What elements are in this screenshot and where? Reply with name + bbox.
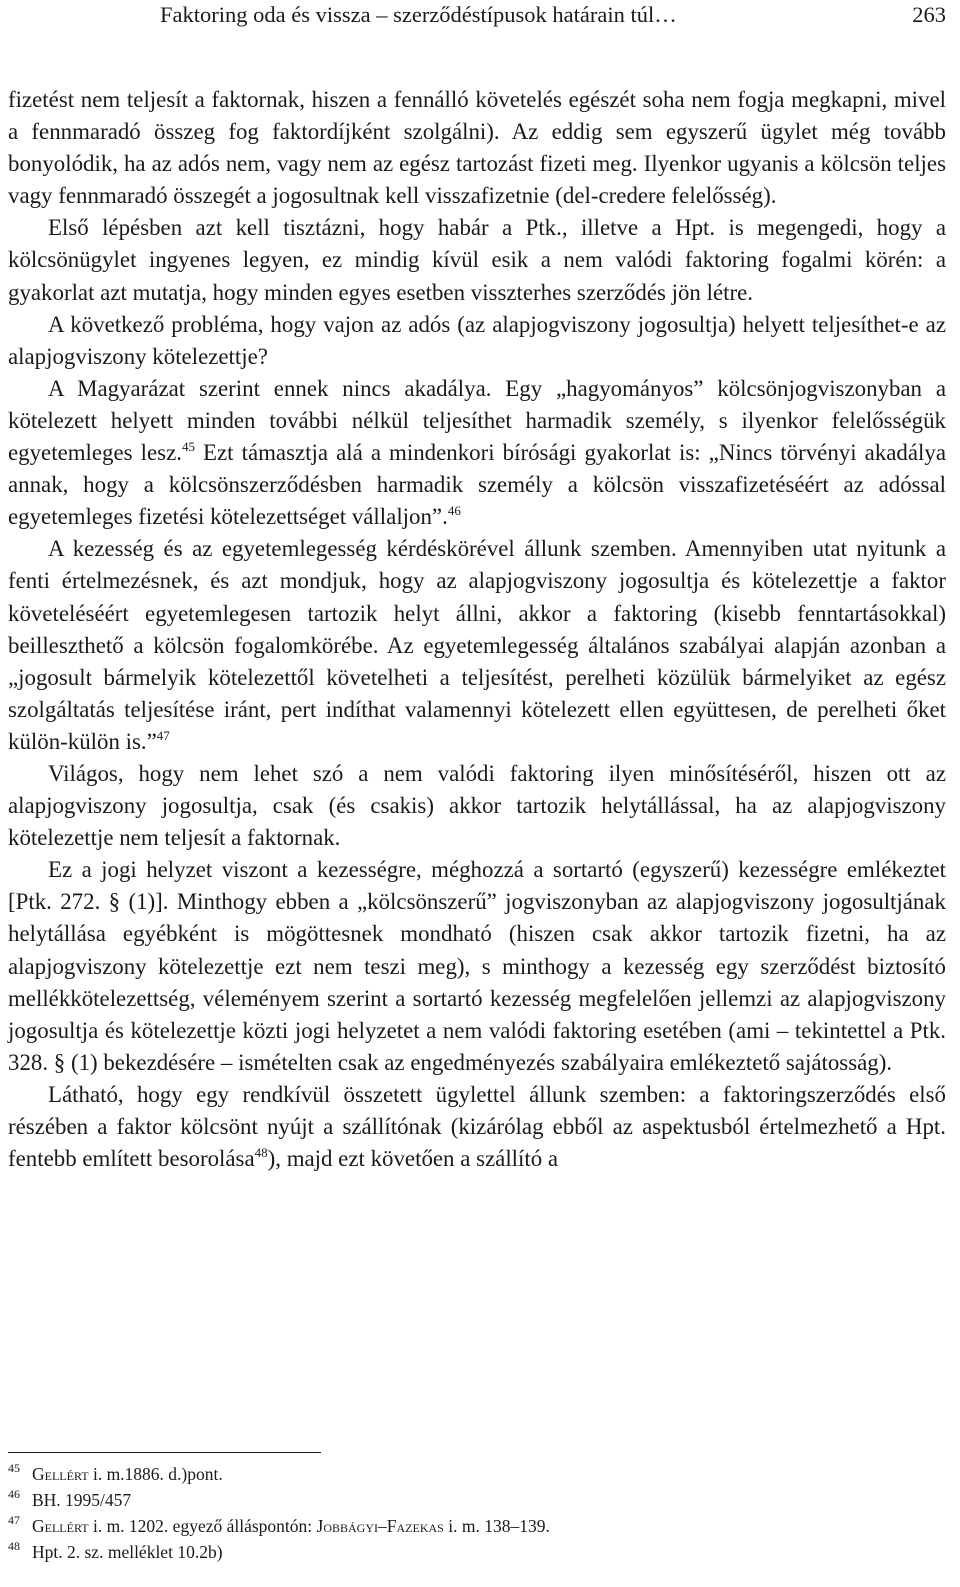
footnote-number: 45 <box>8 1461 20 1475</box>
author-name: Gellért <box>32 1516 89 1537</box>
paragraph <box>8 533 946 758</box>
author-name: Fazekas <box>386 1516 444 1537</box>
paragraph <box>8 212 946 308</box>
footnote-ref: 45 <box>181 439 195 455</box>
footnote-ref: 48 <box>254 1145 268 1161</box>
paragraph <box>8 758 946 854</box>
text-run: – <box>378 1516 387 1537</box>
text-run: A kezesség és az egyetemlegesség kérdéskörével állunk szemben. Amennyiben utat nyitunk a fenti értelmezésnek, és azt mondjuk, hogy az alapjogviszony jogosultja és kötelezettje a faktor követeléséért egyetemlegesen tartozik helyt állni, akkor a faktoring (kisebb fenntartásokkal) beilleszthető a kölcsön fogalomkörébe. Az egyetemlegesség általános szabályai alapján azonban a „jogosult bármelyik kötelezettől követelheti a teljesítést, perelheti közülük bármelyiket az egész szolgáltatás teljesítése iránt, pert indíthat valamennyi kötelezett ellen együttesen, de perelheti őket külön-külön is.” <box>8 536 946 754</box>
text-run: Látható, hogy egy rendkívül összetett ügylettel állunk szemben: a faktoringszerződés első részében a faktor kölcsönt nyújt a szállítónak (kizárólag ebből az aspektusból értelmezhető a Hpt. fentebb említett besorolása <box>8 1081 946 1172</box>
running-title: Faktoring oda és vissza – szerződéstípusok határain túl… <box>160 2 677 27</box>
author-name: Gellért <box>32 1464 89 1484</box>
author-name: Jobbágyi <box>316 1516 379 1537</box>
text-run: i. m. 138–139. <box>443 1516 550 1537</box>
footnote-number: 48 <box>8 1539 20 1554</box>
text-run: fizetést nem teljesít a faktornak, hiszen a fennálló követelés egészét soha nem fogja megkapni, mivel a fennmaradó összeg fog faktordíjként szolgálni). Az eddig sem egyszerű ügylet még tovább bonyolódik, ha az adós nem, vagy nem az egész tartozást fizeti meg. Ilyenkor ugyanis a kölcsön teljes vagy fennmaradó összegét a jogosultnak kell visszafizetnie (del-credere felelősség). <box>8 87 946 209</box>
text-run: i. m. 1202. egyező álláspontón: <box>88 1516 317 1537</box>
footnote-rule <box>8 1452 321 1453</box>
text-run: i. m.1886. d.)pont. <box>88 1464 223 1484</box>
footnote-number: 46 <box>8 1487 20 1502</box>
text-run: Hpt. 2. sz. melléklet 10.2b) <box>32 1542 223 1563</box>
running-header <box>14 0 946 36</box>
text-run: Ez a jogi helyzet viszont a kezességre, méghozzá a sortartó (egyszerű) kezességre emlékeztet [Ptk. 272. § (1)]. Minthogy ebben a „kölcsönszerű” jogviszonyban az alapjogviszony jogosultjának helytállása egyébként is mögöttesnek mondható (hiszen csak akkor tartozik fizetni, ha az alapjogviszony kötelezettje ezt nem teszi meg), s minthogy a kezesség egy szerződést biztosító mellékkötelezettség, véleményem szerint a sortartó kezesség megfelelően jellemzi az alapjogviszony jogosultja és kötelezettje közti jogi helyzetet a nem valódi faktoring esetében (ami – tekintettel a Ptk. 328. § (1) bekezdésére – ismételten csak az engedményezés szabályaira emlékeztető sajátosság). <box>8 857 946 1075</box>
footnote-number: 47 <box>8 1513 20 1528</box>
footnote-ref: 46 <box>447 503 461 519</box>
footnote-ref: 47 <box>156 727 170 743</box>
body-text <box>8 84 946 1175</box>
text-run: Világos, hogy nem lehet szó a nem valódi faktoring ilyen minősítéséről, hiszen ott az alapjogviszony jogosultja, csak (és csakis) akkor tartozik helytállással, ha az alapjogviszony kötelezettje nem teljesít a faktornak. <box>8 760 946 851</box>
paragraph <box>8 373 946 533</box>
footnote <box>8 1487 946 1513</box>
text-run: A Magyarázat szerint ennek nincs akadálya. Egy „hagyományos” kölcsönjogviszonyban a kötelezett helyett minden további nélkül teljesíthet harmadik személy, s ilyenkor felelősségük egyetemleges lesz. <box>8 375 946 466</box>
footnote <box>8 1539 946 1565</box>
page-number: 263 <box>912 2 946 27</box>
paragraph <box>8 84 946 212</box>
text-run: ), majd ezt követően a szállító a <box>267 1146 559 1172</box>
footnote <box>8 1461 946 1487</box>
paragraph <box>8 309 946 373</box>
text-run: A következő probléma, hogy vajon az adós (az alapjogviszony jogosultja) helyett teljesíthet-e az alapjogviszony kötelezettje? <box>8 311 946 369</box>
text-run: Első lépésben azt kell tisztázni, hogy habár a Ptk., illetve a Hpt. is megengedi, hogy a kölcsönügylet ingyenes legyen, ez mindig kívül esik a nem valódi faktoring fogalmi körén: a gyakorlat azt mutatja, hogy minden egyes esetben visszterhes szerződés jön létre. <box>8 215 946 305</box>
footnote <box>8 1513 946 1539</box>
paragraph <box>8 1079 946 1175</box>
footnotes <box>8 1461 946 1565</box>
text-run: Ezt támasztja alá a mindenkori bírósági gyakorlat is: „Nincs törvényi akadálya annak, hogy a kölcsönszerződésben harmadik személy a kölcsön visszafizetéséért az adóssal egyetemleges fizetési kötelezettséget vállaljon”. <box>8 440 946 530</box>
text-run: BH. 1995/457 <box>32 1490 132 1511</box>
paragraph <box>8 854 946 1079</box>
